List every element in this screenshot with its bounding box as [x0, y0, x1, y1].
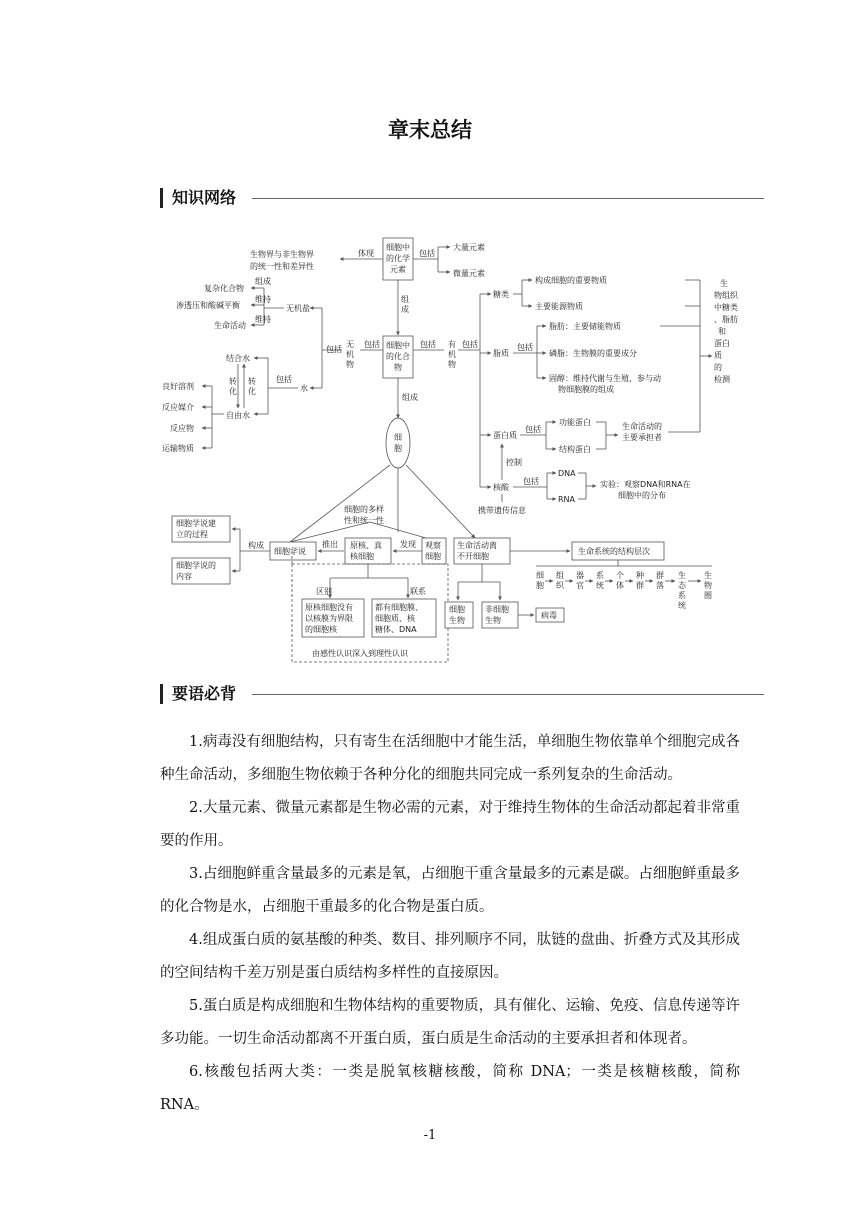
section-bar [160, 188, 163, 208]
reaction-medium: 反应媒介 [162, 403, 194, 412]
detection-char: 物 [714, 291, 722, 300]
compose-label: 组成 [255, 277, 271, 286]
detection-char: 、 [714, 315, 722, 324]
sterol-l0: 固醇：维持代谢与生殖，参与动 [549, 374, 661, 383]
perceptual-note: 由感性认识深入到理性认识 [312, 649, 408, 658]
sugar: 糖类 [493, 290, 509, 299]
level-char: 群 [636, 581, 644, 590]
section-rule [252, 694, 764, 695]
include-label: 包括 [462, 340, 478, 349]
macro-elements: 大量元素 [453, 243, 485, 252]
inseparable-l1: 不开细胞 [457, 552, 489, 561]
level-char: 个 [616, 571, 624, 580]
include-label: 包括 [517, 343, 533, 352]
control-label: 控制 [506, 458, 522, 467]
section-bar [160, 684, 163, 704]
level-char: 生 [704, 571, 712, 580]
common-l2: 糖体、DNA [375, 625, 417, 634]
common-l1: 细胞质、核 [375, 614, 415, 623]
level-char: 细 [536, 571, 544, 580]
section-header-network [160, 186, 764, 210]
detection-char: 中 [714, 303, 722, 312]
detection-char: 类 [730, 303, 738, 312]
functional-protein: 功能蛋白 [559, 418, 591, 427]
pro-eu-l0: 原核、真 [350, 541, 382, 550]
key-point: 5.蛋白质是构成细胞和生物体结构的重要物质，具有催化、运输、免疫、信息传递等许多功能。一切生命活动都离不开蛋白质，蛋白质是生命活动的主要承担者和体现者。 [160, 998, 740, 1047]
level-items [536, 570, 712, 610]
inorganic-c1: 机 [346, 350, 354, 359]
transport-substance: 运输物质 [162, 444, 194, 453]
level-char: 落 [656, 581, 664, 590]
levels-title: 生命系统的结构层次 [578, 547, 650, 556]
experiment-l0: 实验：观察DNA和RNA在 [600, 480, 691, 489]
fat: 脂肪：主要储能物质 [549, 322, 621, 331]
arrow [406, 465, 475, 538]
inorganic-c0: 无 [346, 340, 354, 349]
level-char: 胞 [536, 581, 544, 590]
unity-l1: 的统一性和差异性 [250, 262, 314, 271]
differ-label: 区别 [316, 587, 332, 596]
sterol-l1: 物细胞膜的组成 [558, 385, 614, 394]
detection-char: 测 [722, 375, 730, 384]
free-water: 自由水 [226, 411, 250, 420]
page-number: -1 [423, 1128, 437, 1143]
main-bearer-l1: 主要承担者 [622, 433, 662, 442]
detection-char: 生 [720, 279, 728, 288]
detection-char: 肪 [730, 315, 738, 324]
content-l0: 细胞学说的 [176, 561, 216, 570]
noncellular-l1: 生物 [485, 616, 501, 625]
level-char: 生 [678, 571, 686, 580]
key-point: 1.病毒没有细胞结构，只有寄生在活细胞中才能生活，单细胞生物依靠单个细胞完成各种生命活动，多细胞生物依赖于各种分化的细胞共同完成一系列复杂的生命活动。 [160, 734, 740, 783]
level-char: 统 [596, 581, 604, 590]
knowledge-network-diagram [140, 222, 780, 674]
compose-c0: 组 [401, 295, 409, 304]
diversity-l0: 细胞的多样 [344, 505, 384, 514]
content-l1: 内容 [176, 572, 192, 581]
include-label: 包括 [523, 477, 539, 486]
key-point: 2.大量元素、微量元素都是生物必需的元素，对于维持生物体的生命活动都起着非常重要的作用。 [160, 800, 740, 849]
maintain-label: 维持 [255, 295, 271, 304]
rna: RNA [558, 495, 576, 504]
noncellular-l0: 非细胞 [485, 605, 509, 614]
dna: DNA [558, 469, 576, 478]
virus: 病毒 [541, 611, 557, 620]
structural-protein: 结构蛋白 [559, 445, 591, 454]
diversity-l1: 性和统一性 [344, 516, 384, 525]
sugar-function-2: 主要能源物质 [535, 302, 583, 311]
level-char: 器 [576, 571, 584, 580]
common-l0: 都有细胞膜、 [375, 603, 423, 612]
level-char: 物 [704, 581, 712, 590]
level-char: 组 [556, 571, 564, 580]
process-l0: 细胞学说建 [176, 519, 216, 528]
key-point: 6.核酸包括两大类：一类是脱氧核糖核酸，简称 DNA；一类是核糖核酸，简称 RNA。 [160, 1064, 740, 1113]
include-label: 包括 [326, 345, 342, 354]
pro-eu-l1: 核细胞 [350, 552, 374, 561]
organic-c2: 物 [448, 360, 456, 369]
convert-c1: 化 [248, 387, 256, 396]
genetic-info: 携带遗传信息 [478, 506, 526, 515]
convert-c0: 转 [248, 377, 256, 386]
compounds-l1: 的化合 [386, 352, 410, 361]
include-label: 包括 [364, 340, 380, 349]
level-char: 系 [596, 571, 604, 580]
key-point: 3.占细胞鲜重含量最多的元素是氧，占细胞干重含量最多的元素是碳。占细胞鲜重最多的化合物是水，占细胞干重最多的化合物是蛋白质。 [160, 866, 740, 915]
detection-char: 的 [714, 363, 722, 372]
inorganic-salt: 无机盐 [286, 304, 310, 313]
level-char: 织 [556, 581, 564, 590]
compounds-l0: 细胞中 [386, 341, 410, 350]
connector [290, 465, 390, 542]
chem-elements-l1: 的化学 [386, 254, 410, 263]
detection-char: 白 [722, 339, 730, 348]
bound-water: 结合水 [226, 354, 250, 363]
detection-char: 蛋 [714, 339, 722, 348]
compose-c1: 成 [401, 305, 409, 314]
level-char: 态 [678, 581, 686, 590]
osmotic-balance: 渗透压和酸碱平衡 [176, 301, 240, 310]
reactant: 反应物 [170, 424, 194, 433]
organic-c0: 有 [448, 340, 456, 349]
sugar-function-1: 构成细胞的重要物质 [535, 276, 607, 285]
water: 水 [300, 384, 308, 393]
phospholipid: 磷脂：生物膜的重要成分 [549, 349, 637, 358]
micro-elements: 微量元素 [453, 269, 485, 278]
detection-text [714, 278, 739, 384]
embody-label: 体现 [358, 249, 374, 258]
compose2-label: 组成 [402, 393, 418, 402]
section-title: 要语必背 [172, 682, 242, 706]
level-char: 圈 [704, 591, 712, 600]
observe-l0: 观察 [425, 541, 441, 550]
detection-char: 脂 [722, 315, 730, 324]
section-rule [252, 198, 764, 199]
include-label: 包括 [276, 375, 292, 384]
detection-char: 质 [714, 351, 722, 360]
include-label: 包括 [420, 340, 436, 349]
compounds-l2: 物 [394, 363, 402, 372]
detection-char: 和 [718, 327, 726, 336]
include-label: 包括 [419, 249, 435, 258]
level-char: 统 [678, 601, 686, 610]
cell-c1: 胞 [394, 444, 402, 453]
lipid: 脂质 [493, 349, 509, 358]
organic-c1: 机 [448, 350, 456, 359]
detection-char: 糖 [722, 303, 730, 312]
experiment-l1: 细胞中的分布 [618, 491, 666, 500]
maintain-label: 维持 [255, 315, 271, 324]
level-char: 种 [636, 571, 644, 580]
cell-theory: 细胞学说 [274, 547, 306, 556]
relate-label: 联系 [410, 587, 426, 596]
include-label: 包括 [525, 425, 541, 434]
convert-c0: 转 [229, 377, 237, 386]
inseparable-l0: 生命活动离 [457, 541, 497, 550]
key-point: 4.组成蛋白质的氨基酸的种类、数目、排列顺序不同，肽链的盘曲、折叠方式及其形成的空间结构千差万别是蛋白质结构多样性的直接原因。 [160, 932, 740, 981]
cellular-l1: 生物 [449, 616, 465, 625]
construct-label: 构成 [248, 541, 264, 550]
level-char: 官 [576, 581, 584, 590]
observe-l1: 细胞 [425, 552, 441, 561]
convert-c1: 化 [229, 387, 237, 396]
detection-char: 织 [730, 291, 738, 300]
life-activity: 生命活动 [214, 321, 246, 330]
detection-char: 检 [714, 375, 722, 384]
protein: 蛋白质 [493, 431, 517, 440]
process-l1: 立的过程 [176, 530, 208, 539]
level-char: 体 [616, 581, 624, 590]
complex-compounds: 复杂化合物 [204, 284, 244, 293]
key-points-list [160, 726, 740, 1122]
level-char: 系 [678, 591, 686, 600]
chem-elements-l0: 细胞中 [386, 243, 410, 252]
good-solvent: 良好溶剂 [162, 382, 194, 391]
nucleic-acid: 核酸 [493, 483, 509, 492]
section-title: 知识网络 [172, 186, 242, 210]
main-bearer-l0: 生命活动的 [622, 422, 662, 431]
page-title: 章末总结 [388, 118, 472, 142]
infer-label: 推出 [322, 540, 338, 549]
cellular-l0: 细胞 [449, 605, 465, 614]
cell-ellipse [386, 418, 410, 468]
no-nucleus-l0: 原核细胞没有 [305, 603, 353, 612]
section-header-key-points [160, 682, 764, 706]
unity-l0: 生物界与非生物界 [250, 250, 314, 259]
discover-label: 发现 [400, 540, 416, 549]
chem-elements-l2: 元素 [390, 265, 406, 274]
inorganic-c2: 物 [346, 360, 354, 369]
no-nucleus-l1: 以核膜为界限 [305, 614, 353, 623]
level-char: 群 [656, 571, 664, 580]
no-nucleus-l2: 的细胞核 [305, 625, 337, 634]
cell-c0: 细 [394, 433, 402, 442]
detection-char: 组 [722, 291, 730, 300]
